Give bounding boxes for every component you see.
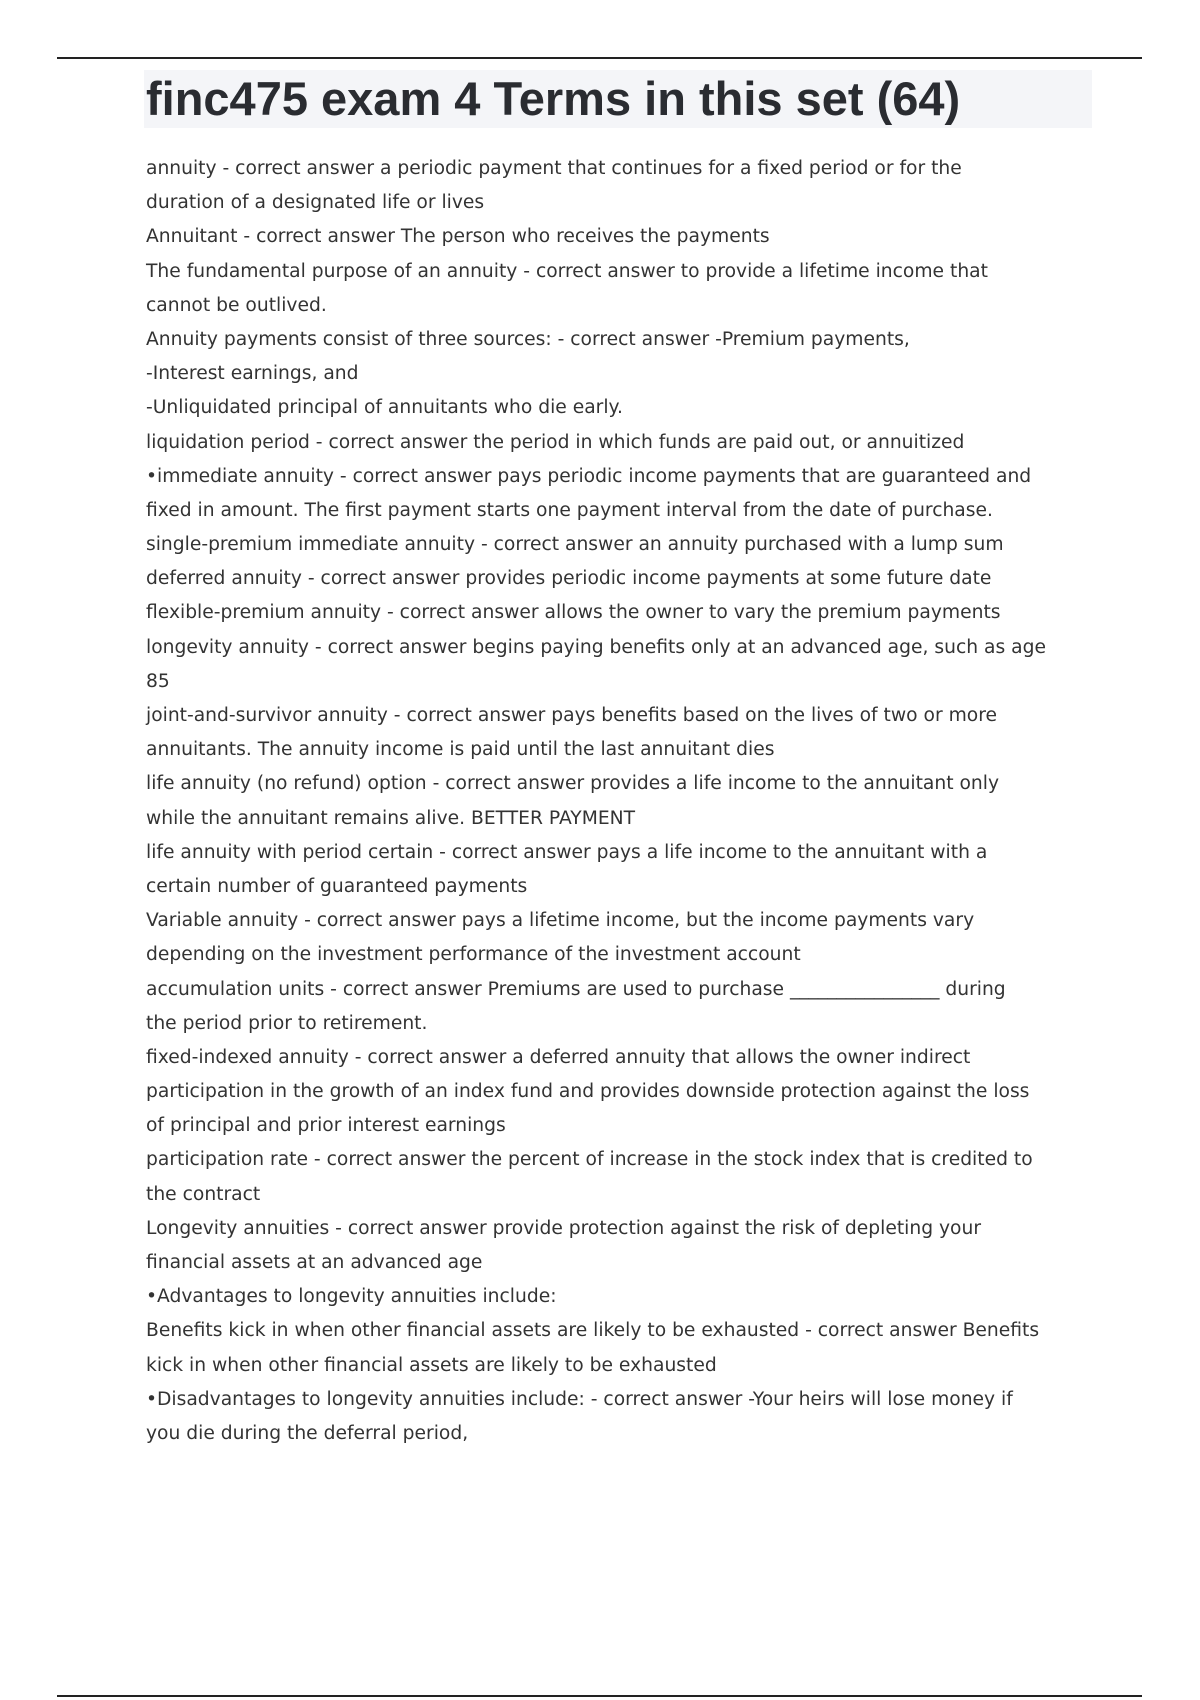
text-line: while the annuitant remains alive. BETTER PAYMENT [146, 807, 636, 829]
text-line: duration of a designated life or lives [146, 192, 485, 214]
text-line: depending on the investment performance of the investment account [146, 944, 801, 966]
text-line: •Advantages to longevity annuities include: [146, 1286, 557, 1308]
text-line: joint-and-survivor annuity - correct answer pays benefits based on the lives of two or more [146, 705, 997, 726]
text-line: fixed in amount. The first payment starts one payment interval from the date of purchase. [146, 499, 993, 521]
text-line: -Unliquidated principal of annuitants who die early. [146, 397, 623, 419]
text-line: deferred annuity - correct answer provides periodic income payments at some future date [146, 568, 992, 590]
text-line: certain number of guaranteed payments [146, 875, 528, 897]
text-line: accumulation units - correct answer Premiums are used to purchase ________________ during [146, 978, 1006, 1000]
text-line: fixed-indexed annuity - correct answer a deferred annuity that allows the owner indirect [146, 1046, 971, 1068]
text-line: financial assets at an advanced age [146, 1252, 483, 1273]
text-line: participation in the growth of an index fund and provides downside protection against the loss [146, 1081, 1030, 1103]
text-line: Variable annuity - correct answer pays a lifetime income, but the income payments vary [146, 910, 975, 932]
text-line: liquidation period - correct answer the period in which funds are paid out, or annuitized [146, 431, 965, 453]
text-line: flexible-premium annuity - correct answer allows the owner to vary the premium payments [146, 602, 1001, 624]
text-line: kick in when other financial assets are likely to be exhausted [146, 1354, 717, 1376]
text-line: longevity annuity - correct answer begins paying benefits only at an advanced age, such as age [146, 636, 1046, 658]
document-body [146, 152, 1086, 1451]
text-line: of principal and prior interest earnings [146, 1115, 506, 1137]
text-line: annuity - correct answer a periodic payment that continues for a fixed period or for the [146, 158, 962, 179]
document-title: finc475 exam 4 Terms in this set (64) [146, 72, 961, 125]
text-line: Annuity payments consist of three sources: - correct answer -Premium payments, [146, 328, 910, 350]
text-line: Longevity annuities - correct answer provide protection against the risk of depleting your [146, 1217, 982, 1239]
text-line: the period prior to retirement. [146, 1012, 428, 1034]
text-line: The fundamental purpose of an annuity - correct answer to provide a lifetime income that [146, 260, 988, 282]
text-line: participation rate - correct answer the percent of increase in the stock index that is credited to [146, 1149, 1033, 1171]
text-line: Benefits kick in when other financial assets are likely to be exhausted - correct answer Benefits [146, 1320, 1040, 1342]
text-line: annuitants. The annuity income is paid until the last annuitant dies [146, 739, 775, 761]
text-line: cannot be outlived. [146, 294, 327, 316]
text-line: the contract [146, 1183, 261, 1205]
text-line: Annuitant - correct answer The person who receives the payments [146, 226, 770, 248]
text-line: •Disadvantages to longevity annuities include: - correct answer -Your heirs will lose money if [146, 1388, 1013, 1410]
text-line: you die during the deferral period, [146, 1422, 469, 1444]
top-divider [57, 57, 1142, 59]
text-line: •immediate annuity - correct answer pays periodic income payments that are guaranteed and [146, 465, 1032, 487]
text-line: -Interest earnings, and [146, 363, 359, 385]
text-line: single-premium immediate annuity - correct answer an annuity purchased with a lump sum [146, 534, 1004, 556]
text-line: 85 [146, 670, 170, 692]
text-line: life annuity with period certain - correct answer pays a life income to the annuitant with a [146, 841, 988, 863]
bottom-divider [57, 1695, 1142, 1697]
text-line: life annuity (no refund) option - correct answer provides a life income to the annuitant only [146, 773, 999, 795]
